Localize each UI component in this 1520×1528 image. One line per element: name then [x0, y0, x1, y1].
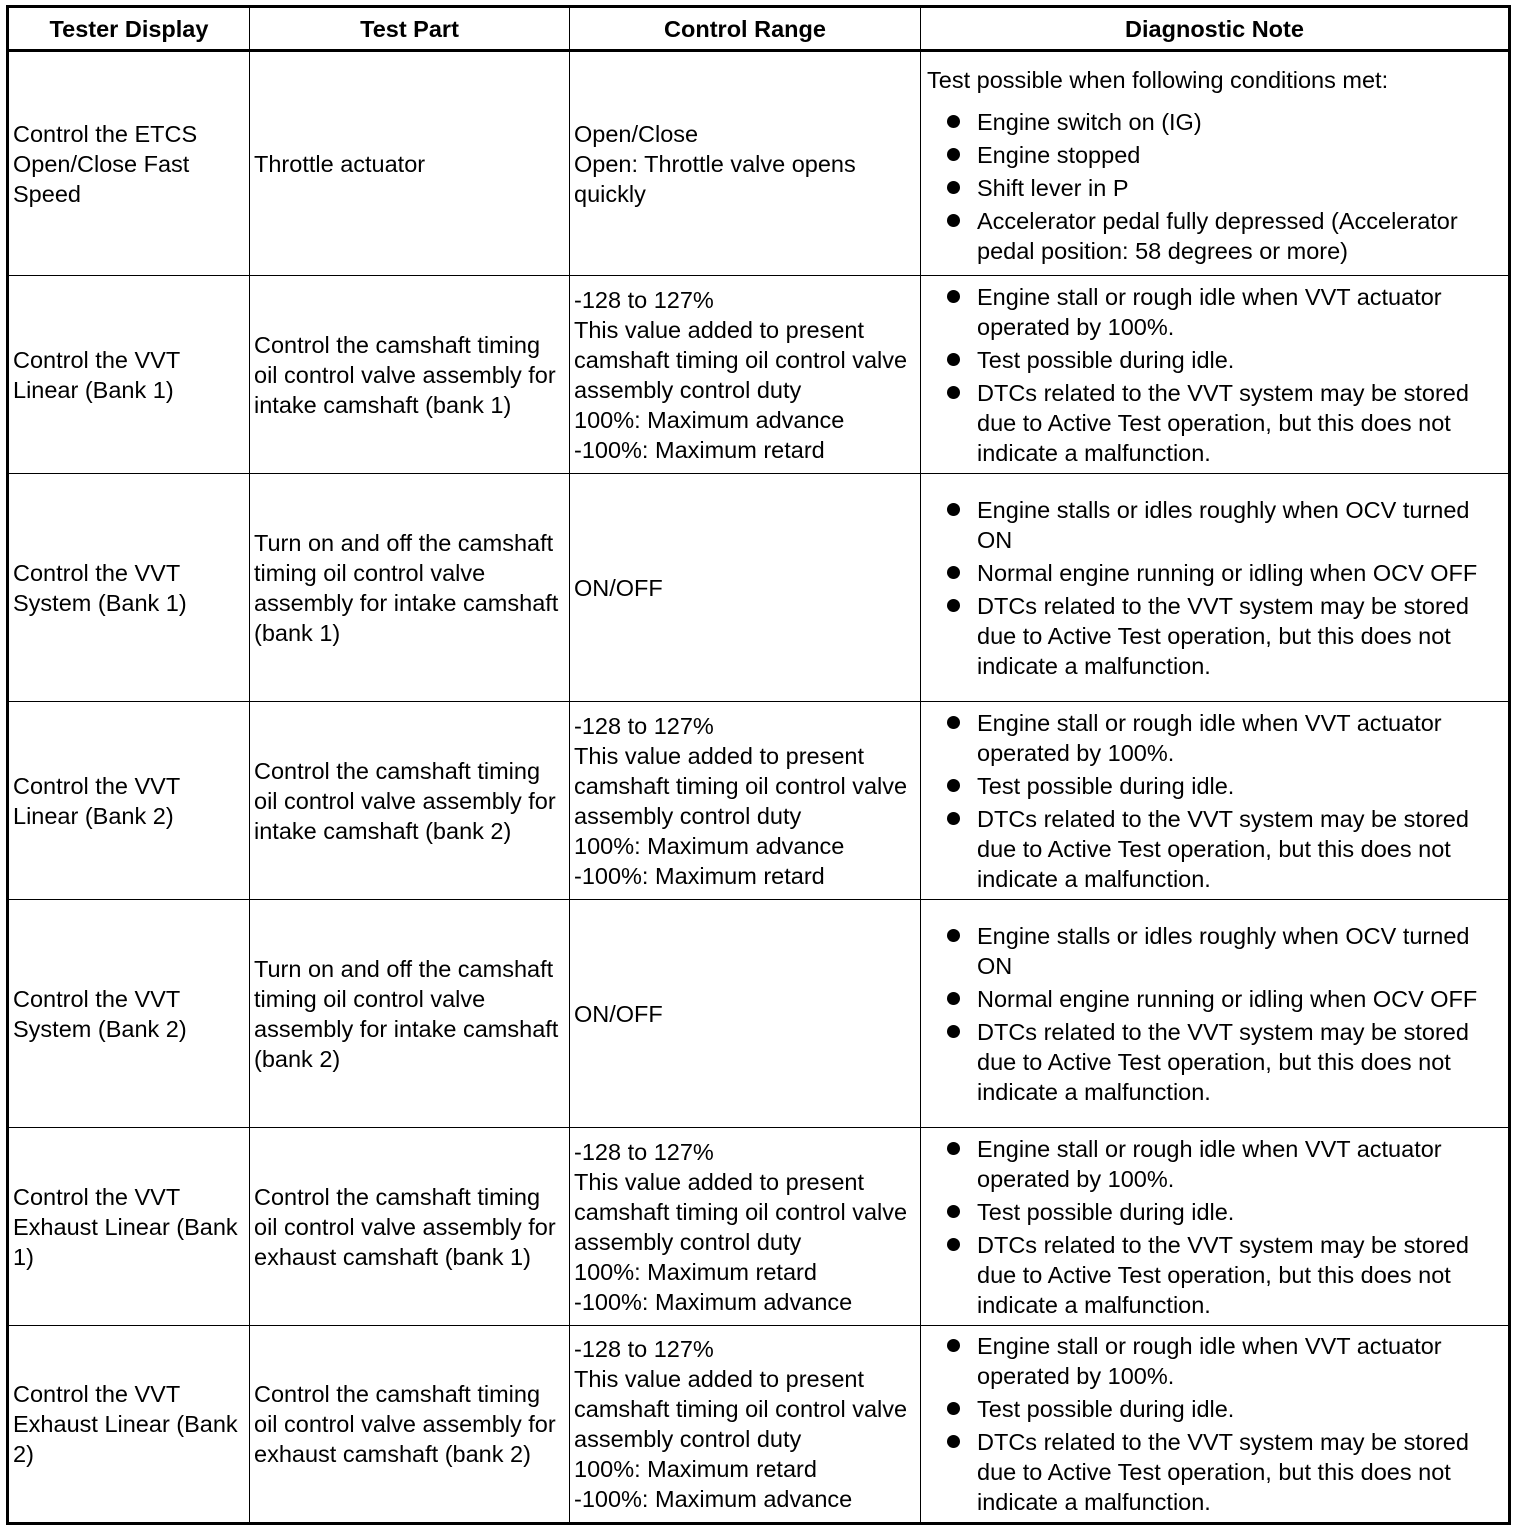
note-item	[925, 1331, 1504, 1391]
note-text: DTCs related to the VVT system may be stored due to Active Test operation, but this does not indicate a malfunction.	[977, 1429, 1469, 1515]
note-list	[925, 1134, 1504, 1320]
diagnostic-note-cell	[921, 1326, 1510, 1524]
bullet-icon	[947, 1205, 960, 1218]
note-text: Test possible during idle.	[977, 346, 1235, 373]
control-range-line: -100%: Maximum retard	[574, 862, 825, 889]
tester-display-cell: Control the ETCS Open/Close Fast Speed	[8, 51, 250, 276]
note-item	[925, 1197, 1504, 1227]
control-range-line: This value added to present camshaft timing oil control valve assembly control duty	[574, 1366, 908, 1452]
tester-display-cell: Control the VVT Exhaust Linear (Bank 2)	[8, 1326, 250, 1524]
note-text: Test possible during idle.	[977, 772, 1235, 799]
bullet-icon	[947, 181, 960, 194]
control-range-line: 100%: Maximum retard	[574, 1456, 817, 1482]
note-text: Engine stalls or idles roughly when OCV turned ON	[977, 922, 1470, 979]
test-part-cell: Control the camshaft timing oil control valve assembly for exhaust camshaft (bank 2)	[250, 1326, 570, 1524]
note-text: DTCs related to the VVT system may be stored due to Active Test operation, but this does not indicate a malfunction.	[977, 805, 1469, 892]
note-item	[925, 804, 1504, 894]
bullet-icon	[947, 290, 960, 303]
note-item	[925, 1017, 1504, 1107]
note-text: Engine stall or rough idle when VVT actuator operated by 100%.	[977, 283, 1442, 340]
test-part-cell: Turn on and off the camshaft timing oil control valve assembly for intake camshaft (bank 2)	[250, 900, 570, 1128]
bullet-icon	[947, 1402, 960, 1415]
tester-display-cell: Control the VVT Exhaust Linear (Bank 1)	[8, 1128, 250, 1326]
note-item	[925, 771, 1504, 801]
control-range-line: This value added to present camshaft timing oil control valve assembly control duty	[574, 1168, 908, 1255]
note-text: Engine stall or rough idle when VVT actuator operated by 100%.	[977, 709, 1442, 766]
control-range-cell	[570, 900, 921, 1128]
test-part-cell: Control the camshaft timing oil control valve assembly for exhaust camshaft (bank 1)	[250, 1128, 570, 1326]
note-text: DTCs related to the VVT system may be stored due to Active Test operation, but this does not indicate a malfunction.	[977, 1018, 1469, 1105]
note-item	[925, 1394, 1504, 1424]
header-tester-display: Tester Display	[8, 7, 250, 51]
note-text: Engine stopped	[977, 141, 1141, 168]
tester-display-cell: Control the VVT Linear (Bank 2)	[8, 702, 250, 900]
control-range-line: -128 to 127%	[574, 286, 714, 313]
diagnostic-note-cell	[921, 900, 1510, 1128]
note-list	[925, 282, 1504, 468]
table-row	[8, 474, 1510, 702]
header-control-range: Control Range	[570, 7, 921, 51]
bullet-icon	[947, 599, 960, 612]
header-diagnostic-note: Diagnostic Note	[921, 7, 1510, 51]
note-item	[925, 591, 1504, 681]
control-range-cell	[570, 1326, 921, 1524]
test-part-cell: Control the camshaft timing oil control valve assembly for intake camshaft (bank 1)	[250, 276, 570, 474]
control-range-line: Open/Close	[574, 120, 699, 147]
note-text: DTCs related to the VVT system may be stored due to Active Test operation, but this does not indicate a malfunction.	[977, 379, 1469, 466]
test-part-cell: Throttle actuator	[250, 51, 570, 276]
control-range-line: ON/OFF	[574, 1000, 663, 1027]
bullet-icon	[947, 353, 960, 366]
note-item	[925, 1427, 1504, 1517]
note-item	[925, 495, 1504, 555]
table-body	[8, 51, 1510, 1524]
diagnostic-note-cell	[921, 51, 1510, 276]
note-text: Test possible during idle.	[977, 1396, 1235, 1422]
control-range-line: 100%: Maximum advance	[574, 832, 845, 859]
note-item	[925, 558, 1504, 588]
diagnostic-note-cell	[921, 474, 1510, 702]
control-range-line: -100%: Maximum retard	[574, 436, 825, 463]
bullet-icon	[947, 115, 960, 128]
bullet-icon	[947, 779, 960, 792]
diagnostic-note-cell	[921, 276, 1510, 474]
control-range-cell	[570, 51, 921, 276]
note-text: DTCs related to the VVT system may be stored due to Active Test operation, but this does not indicate a malfunction.	[977, 1231, 1469, 1318]
note-text: Normal engine running or idling when OCV OFF	[977, 985, 1478, 1012]
diagnostic-note-cell	[921, 702, 1510, 900]
note-text: Engine stall or rough idle when VVT actuator operated by 100%.	[977, 1333, 1442, 1389]
note-list	[925, 708, 1504, 894]
note-intro: Test possible when following conditions met:	[927, 66, 1389, 93]
test-part-cell: Turn on and off the camshaft timing oil control valve assembly for intake camshaft (bank 1)	[250, 474, 570, 702]
table-row	[8, 51, 1510, 276]
header-test-part: Test Part	[250, 7, 570, 51]
note-item	[925, 107, 1504, 137]
note-item	[925, 345, 1504, 375]
note-item	[925, 1134, 1504, 1194]
note-text: Engine stalls or idles roughly when OCV turned ON	[977, 496, 1470, 553]
control-range-line: This value added to present camshaft timing oil control valve assembly control duty	[574, 316, 908, 403]
control-range-line: -128 to 127%	[574, 1336, 714, 1362]
table-row	[8, 1128, 1510, 1326]
control-range-line: -128 to 127%	[574, 1138, 714, 1165]
control-range-cell	[570, 702, 921, 900]
note-item	[925, 282, 1504, 342]
bullet-icon	[947, 929, 960, 942]
note-text: Accelerator pedal fully depressed (Accelerator pedal position: 58 degrees or more)	[977, 207, 1458, 264]
note-list	[925, 107, 1504, 266]
bullet-icon	[947, 1238, 960, 1251]
control-range-line: -100%: Maximum advance	[574, 1288, 853, 1315]
note-list	[925, 921, 1504, 1107]
active-test-table	[6, 5, 1511, 1525]
control-range-line: 100%: Maximum retard	[574, 1258, 817, 1285]
bullet-icon	[947, 992, 960, 1005]
control-range-line: Open: Throttle valve opens quickly	[574, 150, 856, 207]
bullet-icon	[947, 503, 960, 516]
note-item	[925, 984, 1504, 1014]
bullet-icon	[947, 1025, 960, 1038]
table-row	[8, 900, 1510, 1128]
control-range-cell	[570, 276, 921, 474]
bullet-icon	[947, 812, 960, 825]
control-range-line: 100%: Maximum advance	[574, 406, 845, 433]
control-range-line: This value added to present camshaft timing oil control valve assembly control duty	[574, 742, 908, 829]
note-item	[925, 921, 1504, 981]
note-text: Shift lever in P	[977, 174, 1129, 201]
note-text: Engine stall or rough idle when VVT actuator operated by 100%.	[977, 1135, 1442, 1192]
control-range-line: -100%: Maximum advance	[574, 1486, 853, 1512]
bullet-icon	[947, 148, 960, 161]
control-range-line: ON/OFF	[574, 574, 663, 601]
tester-display-cell: Control the VVT Linear (Bank 1)	[8, 276, 250, 474]
table-row	[8, 702, 1510, 900]
note-text: DTCs related to the VVT system may be stored due to Active Test operation, but this does not indicate a malfunction.	[977, 592, 1469, 679]
control-range-cell	[570, 474, 921, 702]
bullet-icon	[947, 386, 960, 399]
note-list	[925, 1331, 1504, 1517]
note-item	[925, 206, 1504, 266]
bullet-icon	[947, 214, 960, 227]
control-range-line: -128 to 127%	[574, 712, 714, 739]
table-row	[8, 1326, 1510, 1524]
bullet-icon	[947, 1339, 960, 1352]
header-row	[8, 7, 1510, 51]
diagnostic-note-cell	[921, 1128, 1510, 1326]
tester-display-cell: Control the VVT System (Bank 1)	[8, 474, 250, 702]
control-range-cell	[570, 1128, 921, 1326]
test-part-cell: Control the camshaft timing oil control valve assembly for intake camshaft (bank 2)	[250, 702, 570, 900]
bullet-icon	[947, 1142, 960, 1155]
note-item	[925, 1230, 1504, 1320]
note-item	[925, 708, 1504, 768]
note-text: Normal engine running or idling when OCV OFF	[977, 559, 1478, 586]
bullet-icon	[947, 566, 960, 579]
note-list	[925, 495, 1504, 681]
tester-display-cell: Control the VVT System (Bank 2)	[8, 900, 250, 1128]
note-item	[925, 173, 1504, 203]
note-text: Test possible during idle.	[977, 1198, 1235, 1225]
bullet-icon	[947, 1435, 960, 1448]
table-row	[8, 276, 1510, 474]
bullet-icon	[947, 716, 960, 729]
note-item	[925, 140, 1504, 170]
note-item	[925, 378, 1504, 468]
note-text: Engine switch on (IG)	[977, 108, 1202, 135]
